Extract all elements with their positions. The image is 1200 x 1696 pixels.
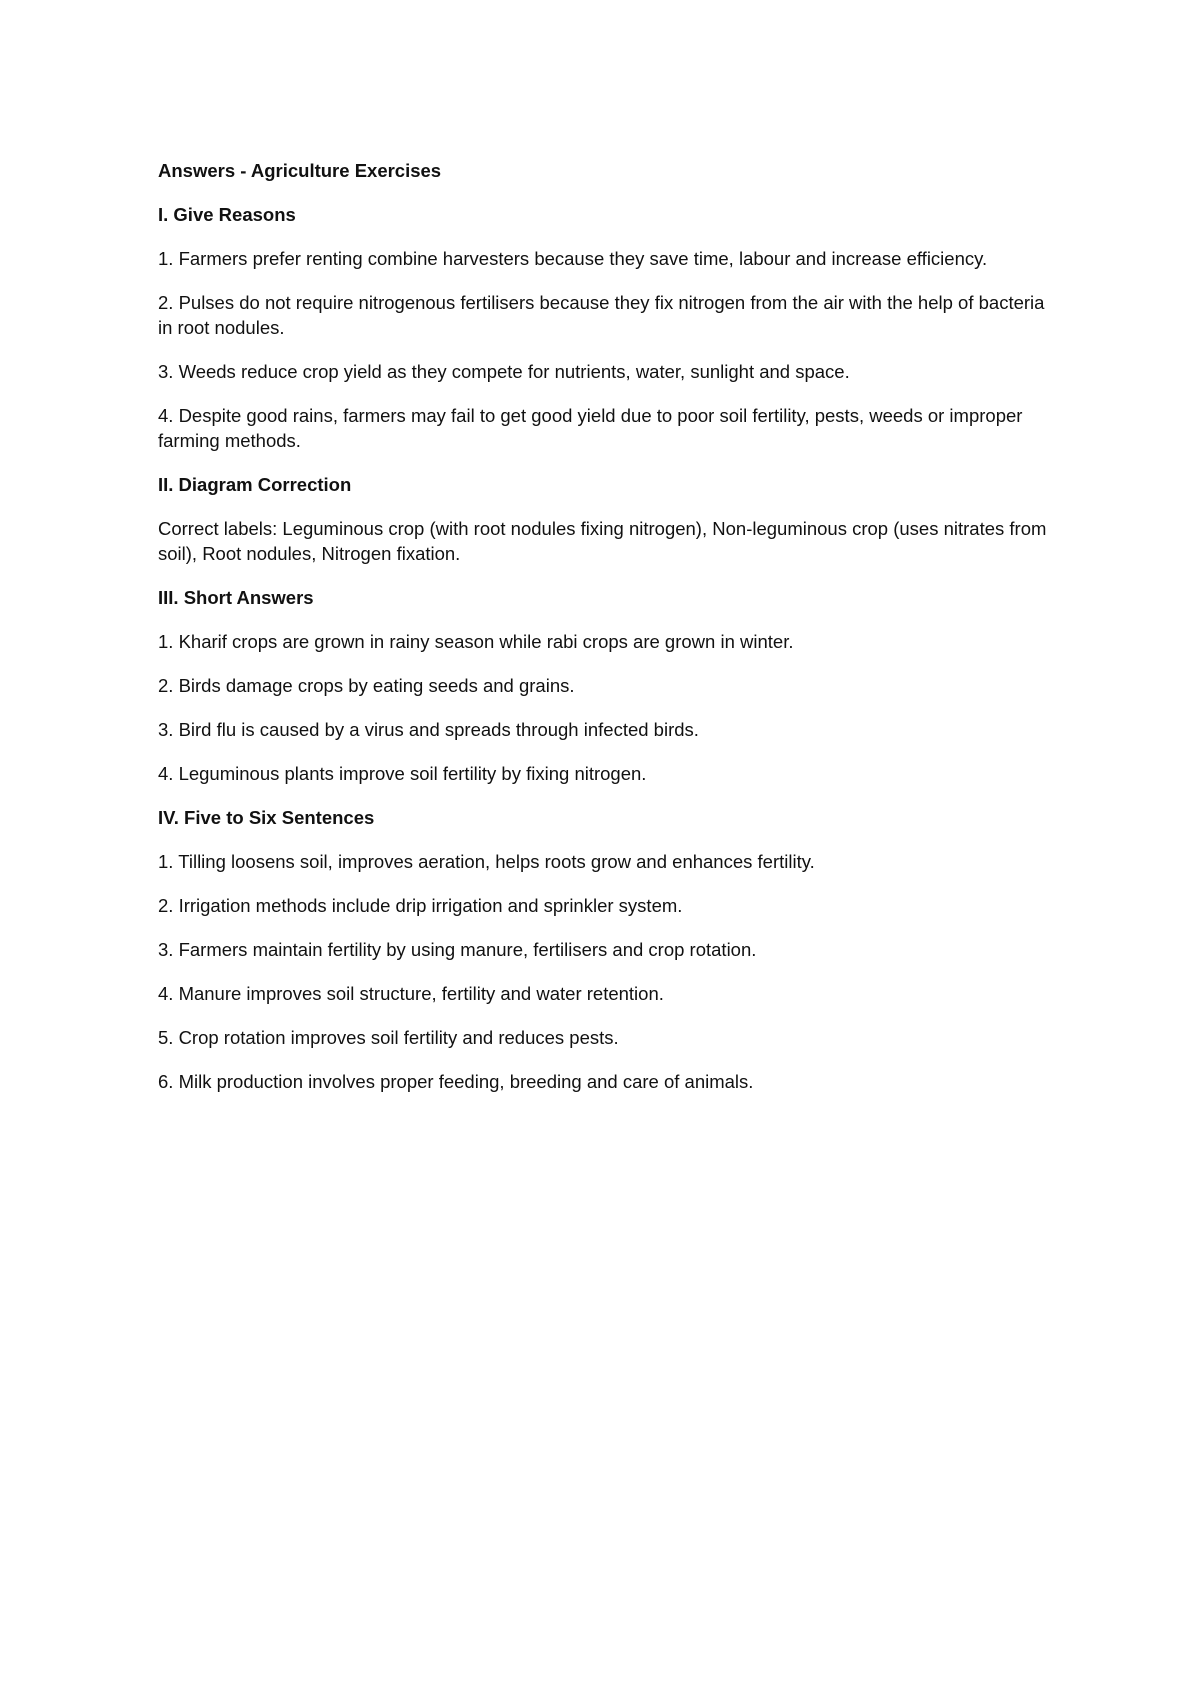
document-title: Answers - Agriculture Exercises: [158, 160, 442, 181]
answer-item: 2. Irrigation methods include drip irrigation and sprinkler system.: [158, 895, 683, 916]
answer-item: 5. Crop rotation improves soil fertility and reduces pests.: [158, 1027, 619, 1048]
answer-item: 3. Weeds reduce crop yield as they compete for nutrients, water, sunlight and space.: [158, 361, 850, 382]
answer-item: 1. Kharif crops are grown in rainy season while rabi crops are grown in winter.: [158, 631, 794, 652]
section-give-reasons: [158, 202, 1058, 453]
answer-item: 6. Milk production involves proper feeding, breeding and care of animals.: [158, 1071, 754, 1092]
answer-item: Correct labels: Leguminous crop (with root nodules fixing nitrogen), Non-leguminous crop (uses nitrates from soil), Root nodules, Nitrogen fixation.: [158, 518, 1047, 564]
answer-item: 3. Farmers maintain fertility by using manure, fertilisers and crop rotation.: [158, 939, 757, 960]
section-short-answers: [158, 585, 1058, 786]
answer-item: 1. Tilling loosens soil, improves aeration, helps roots grow and enhances fertility.: [158, 851, 815, 872]
section-heading: I. Give Reasons: [158, 204, 296, 225]
section-heading: III. Short Answers: [158, 587, 314, 608]
document-body: [158, 158, 1058, 1113]
answer-item: 4. Leguminous plants improve soil fertility by fixing nitrogen.: [158, 763, 647, 784]
answer-item: 2. Birds damage crops by eating seeds and grains.: [158, 675, 575, 696]
answer-item: 4. Despite good rains, farmers may fail to get good yield due to poor soil fertility, pests, weeds or improper farming methods.: [158, 405, 1023, 451]
section-heading: IV. Five to Six Sentences: [158, 807, 375, 828]
section-five-to-six-sentences: [158, 805, 1058, 1094]
section-diagram-correction: [158, 472, 1058, 566]
section-heading: II. Diagram Correction: [158, 474, 352, 495]
answer-item: 1. Farmers prefer renting combine harvesters because they save time, labour and increase efficiency.: [158, 248, 988, 269]
answer-item: 4. Manure improves soil structure, fertility and water retention.: [158, 983, 664, 1004]
answer-item: 2. Pulses do not require nitrogenous fertilisers because they fix nitrogen from the air with the help of bacteria in root nodules.: [158, 292, 1045, 338]
answer-item: 3. Bird flu is caused by a virus and spreads through infected birds.: [158, 719, 699, 740]
